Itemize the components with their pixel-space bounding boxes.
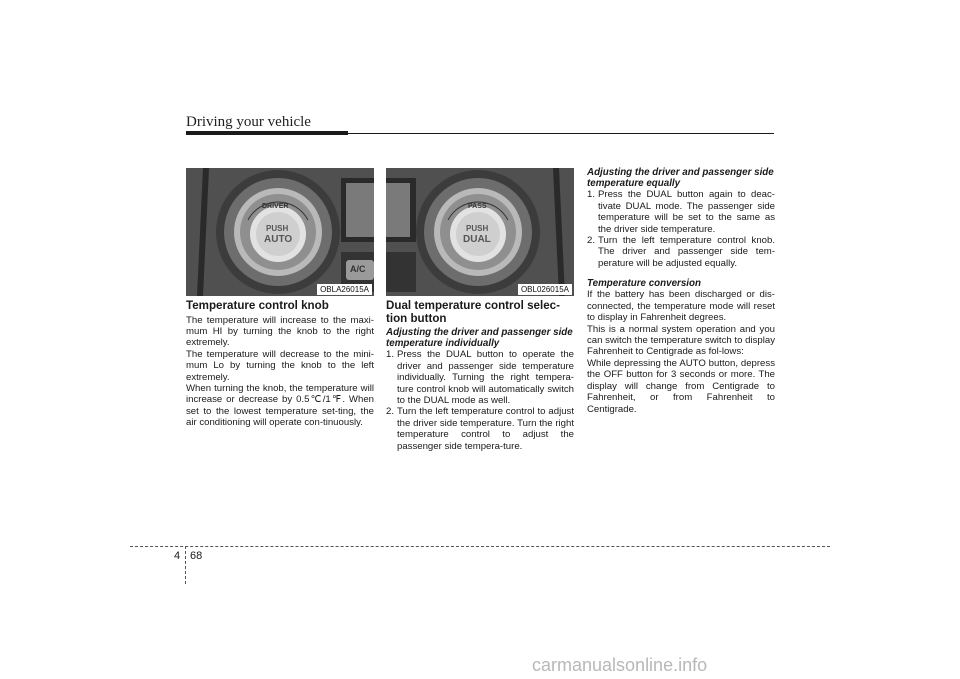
steps-list [587,189,775,269]
paragraph: While depressing the AUTO button, depress the OFF button for 3 seconds or more. The display will change from Centigrade to Fahrenheit, or from Fahrenheit to Centigrade. [587,357,775,415]
footer-divider [185,546,186,584]
paragraph: The temperature will increase to the maxi-mum HI by turning the knob to the right extremely. [186,314,374,349]
steps-list [386,349,574,452]
step-text: Turn the left temperature control to adjust the driver side temperature. Turn the right temperature control to adjust the passenger side tempera-ture. [397,406,574,452]
ac-button-label: A/C [350,264,366,274]
column-2 [386,300,574,452]
step-number: 2. [587,235,596,247]
knob-push-label: PUSH [266,224,289,233]
list-item [587,235,775,269]
knob-dual-label: DUAL [463,234,491,245]
heading-temperature-knob: Temperature control knob [186,299,329,312]
step-number: 2. [386,406,395,418]
knob-auto-label: AUTO [264,234,293,245]
chapter-number: 4 [174,550,181,562]
step-text: Press the DUAL button to operate the driver and passenger side temperature individually. Turning the right tempera-ture control knob will automatically switch to the DUAL mode as well. [397,349,574,407]
paragraph: This is a normal system operation and you can switch the temperature switch to display Fahrenheit to Centigrade as fol-lows: [587,323,775,358]
passenger-knob-photo [386,168,574,296]
step-number: 1. [587,189,596,201]
image-code: OBLA26015A [317,284,372,295]
step-number: 1. [386,349,395,361]
subheading-equal: Adjusting the driver and passenger side temperature equally [587,167,774,190]
heading-dual-button: Dual temperature control selec-tion button [386,299,560,325]
paragraph: When turning the knob, the temperature will increase or decrease by 0.5℃/1℉. When set to the lowest temperature set-ting, the air conditioning will operate con-tinuously. [186,382,374,429]
step-text: Turn the left temperature control knob. The driver and passenger side tem-perature will be adjusted equally. [598,235,775,269]
list-item [587,189,775,235]
watermark: carmanualsonline.info [532,655,708,675]
column-1 [186,300,374,429]
section-title: Driving your vehicle [186,114,311,130]
page-number: 68 [190,550,203,562]
knob-push-label: PUSH [466,224,489,233]
list-item [386,406,574,452]
knob-ring-label: PASS [468,203,487,210]
header-rule-thick [186,131,348,135]
subheading-conversion: Temperature conversion [587,278,701,290]
paragraph: If the battery has been discharged or dis-connected, the temperature mode will reset to display in Fahrenheit degrees. [587,289,775,324]
paragraph: The temperature will decrease to the mini-mum Lo by turning the knob to the left extremely. [186,348,374,383]
step-text: Press the DUAL button again to deac-tivate DUAL mode. The passenger side temperature will be set to the same as the driver side temperature. [598,189,775,235]
knob-ring-label: DRIVER [262,203,289,210]
image-code: OBL026015A [518,284,572,295]
footer-rule [130,546,830,547]
header-rule-thin [348,133,774,134]
column-3 [587,167,775,415]
driver-knob-photo [186,168,374,296]
list-item [386,349,574,406]
subheading-individual: Adjusting the driver and passenger side temperature individually [386,327,573,350]
